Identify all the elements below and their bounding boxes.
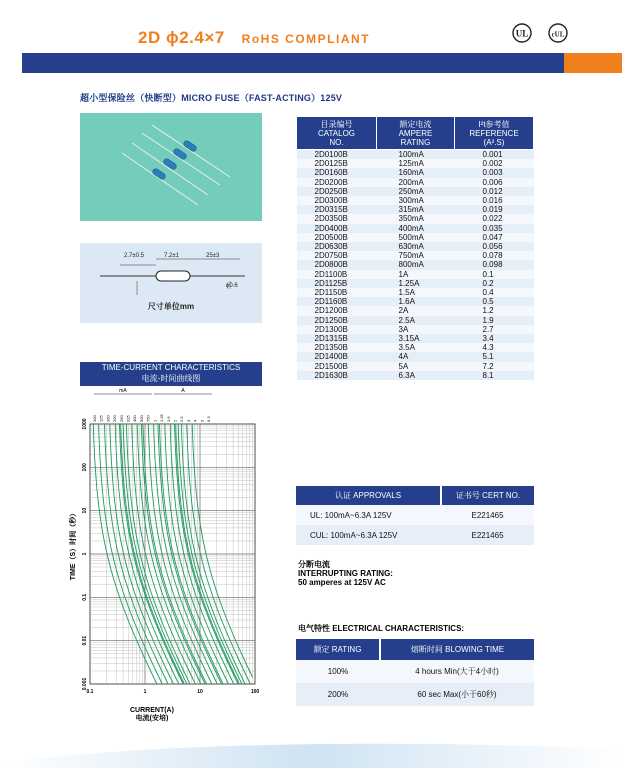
chart-x-tick-label: 100 bbox=[250, 689, 260, 695]
chart-x-tick-label: 0.1 bbox=[86, 689, 94, 695]
chart-rating-label: 750 bbox=[145, 415, 151, 422]
i2t-reference: 0.035 bbox=[455, 224, 534, 233]
chart-rating-label: 100 bbox=[92, 415, 97, 422]
i2t-reference: 2.7 bbox=[455, 325, 534, 334]
catalog-number: 2D1300B bbox=[297, 325, 377, 334]
fuse-photo-illustration bbox=[80, 113, 262, 221]
i2t-reference: 0.001 bbox=[455, 150, 534, 160]
catalog-row bbox=[297, 242, 534, 251]
interrupting-rating-en: INTERRUPTING RATING: bbox=[298, 569, 393, 578]
catalog-row bbox=[297, 270, 534, 279]
cert-number: E221465 bbox=[441, 505, 534, 525]
chart-a-label: A bbox=[181, 388, 185, 394]
chart-title bbox=[80, 362, 262, 386]
chart-x-tick-label: 1 bbox=[143, 689, 147, 695]
i2t-reference: 3.4 bbox=[455, 334, 534, 343]
dim-lead-length: 25±3 bbox=[206, 253, 220, 259]
chart-y-tick-label: 1 bbox=[82, 552, 88, 556]
reference-col-header: I²t参考值 REFERENCE (A².S) bbox=[455, 117, 534, 150]
ampere-rating: 3.15A bbox=[377, 334, 455, 343]
dimension-unit-caption: 尺寸单位mm bbox=[147, 302, 195, 311]
catalog-number: 2D1200B bbox=[297, 306, 377, 315]
certification-logos bbox=[508, 18, 578, 48]
chart-rating-label: 125 bbox=[98, 415, 104, 422]
i2t-reference: 0.006 bbox=[455, 178, 534, 187]
approval-scope: CUL: 100mA~6.3A 125V bbox=[296, 525, 441, 545]
catalog-number: 2D0250B bbox=[297, 187, 377, 196]
ampere-rating: 100mA bbox=[377, 150, 455, 160]
catalog-row bbox=[297, 316, 534, 325]
catalog-number: 2D0125B bbox=[297, 159, 377, 168]
chart-rating-label: 250 bbox=[118, 415, 124, 422]
ul-logo-icon: UL bbox=[515, 28, 529, 39]
chart-rating-label: 2.5 bbox=[179, 416, 185, 422]
ampere-rating: 400mA bbox=[377, 224, 455, 233]
dim-diameter-body: 2.7±0.5 bbox=[124, 253, 144, 259]
catalog-number: 2D0200B bbox=[297, 178, 377, 187]
catalog-row bbox=[297, 159, 534, 168]
chart-ma-label: mA bbox=[119, 388, 127, 394]
catalog-number: 2D0400B bbox=[297, 224, 377, 233]
catalog-number: 2D0750B bbox=[297, 251, 377, 260]
dim-body-length: 7.2±1 bbox=[164, 253, 179, 259]
chart-rating-label: 200 bbox=[112, 415, 118, 422]
ampere-rating: 2.5A bbox=[377, 316, 455, 325]
catalog-row bbox=[297, 260, 534, 269]
blowing-time-value: 4 hours Min(大于4小时) bbox=[380, 660, 534, 683]
electrical-characteristics-title: 电气特性 ELECTRICAL CHARACTERISTICS: bbox=[298, 624, 465, 633]
rating-col-header: 额定 RATING bbox=[296, 639, 380, 660]
electrical-row bbox=[296, 683, 534, 706]
electrical-table bbox=[296, 639, 534, 706]
interrupting-rating-cn: 分断电流 bbox=[298, 560, 330, 569]
interrupting-rating-value: 50 amperes at 125V AC bbox=[298, 578, 386, 587]
catalog-row bbox=[297, 214, 534, 223]
catalog-row bbox=[297, 343, 534, 352]
ampere-rating: 750mA bbox=[377, 251, 455, 260]
catalog-row bbox=[297, 334, 534, 343]
catalog-number: 2D0315B bbox=[297, 205, 377, 214]
chart-rating-label: 6.3 bbox=[206, 416, 211, 422]
i2t-reference: 0.012 bbox=[455, 187, 534, 196]
chart-rating-label: 500 bbox=[138, 415, 144, 422]
catalog-number: 2D0100B bbox=[297, 150, 377, 160]
dimension-drawing bbox=[80, 243, 262, 323]
approval-scope: UL: 100mA~6.3A 125V bbox=[296, 505, 441, 525]
catalog-row bbox=[297, 306, 534, 315]
catalog-col-header: 目录编号 CATALOG NO. bbox=[297, 117, 377, 150]
catalog-number: 2D1150B bbox=[297, 288, 377, 297]
interrupting-rating bbox=[298, 560, 393, 587]
rating-value: 100% bbox=[296, 660, 380, 683]
i2t-reference: 0.1 bbox=[455, 270, 534, 279]
catalog-row bbox=[297, 279, 534, 288]
chart-y-tick-label: 0.1 bbox=[82, 593, 88, 601]
catalog-row bbox=[297, 288, 534, 297]
chart-rating-label: 1 bbox=[152, 419, 158, 422]
i2t-reference: 0.002 bbox=[455, 159, 534, 168]
product-subtitle: 超小型保险丝（快断型）MICRO FUSE（FAST-ACTING）125V bbox=[80, 93, 343, 103]
chart-title-cn: 电流-时间曲线图 bbox=[141, 374, 201, 383]
catalog-row bbox=[297, 352, 534, 361]
catalog-row bbox=[297, 371, 534, 380]
dim-lead-diameter: ϕ0.6 bbox=[226, 283, 238, 289]
catalog-row bbox=[297, 325, 534, 334]
catalog-number: 2D0630B bbox=[297, 242, 377, 251]
approvals-header-row bbox=[296, 486, 534, 505]
catalog-table-body bbox=[297, 150, 534, 381]
ampere-rating: 1A bbox=[377, 270, 455, 279]
catalog-row bbox=[297, 224, 534, 233]
catalog-number: 2D0300B bbox=[297, 196, 377, 205]
catalog-number: 2D0350B bbox=[297, 214, 377, 223]
ampere-rating: 1.6A bbox=[377, 297, 455, 306]
bottom-decoration bbox=[0, 735, 622, 768]
catalog-row bbox=[297, 251, 534, 260]
chart-rating-label: 315 bbox=[125, 415, 131, 422]
catalog-number: 2D1500B bbox=[297, 362, 377, 371]
catalog-number: 2D1315B bbox=[297, 334, 377, 343]
cert-number: E221465 bbox=[441, 525, 534, 545]
ampere-rating: 250mA bbox=[377, 187, 455, 196]
chart-title-en: TIME-CURRENT CHARACTERISTICS bbox=[101, 363, 241, 372]
i2t-reference: 0.098 bbox=[455, 260, 534, 269]
chart-rating-label: 160 bbox=[105, 415, 111, 422]
i2t-reference: 0.047 bbox=[455, 233, 534, 242]
cul-logo-icon: cUL bbox=[551, 30, 565, 39]
ampere-rating: 2A bbox=[377, 306, 455, 315]
chart-rating-label: 2 bbox=[172, 419, 178, 422]
i2t-reference: 7.2 bbox=[455, 362, 534, 371]
approvals-table bbox=[296, 486, 534, 545]
catalog-row bbox=[297, 196, 534, 205]
chart-rating-label: 5 bbox=[199, 419, 205, 422]
i2t-reference: 0.022 bbox=[455, 214, 534, 223]
chart-rating-label: 1.25 bbox=[159, 414, 165, 422]
chart-y-tick-label: 0.01 bbox=[82, 635, 88, 646]
catalog-header-row bbox=[297, 117, 534, 150]
chart-y-axis-label: TIME（S）时间（秒） bbox=[70, 509, 78, 581]
i2t-reference: 1.2 bbox=[455, 306, 534, 315]
ampere-rating: 300mA bbox=[377, 196, 455, 205]
ampere-col-header: 额定电流 AMPERE RATING bbox=[377, 117, 455, 150]
catalog-number: 2D0500B bbox=[297, 233, 377, 242]
catalog-row bbox=[297, 150, 534, 160]
catalog-number: 2D1100B bbox=[297, 270, 377, 279]
chart-y-tick-label: 10 bbox=[82, 507, 88, 514]
catalog-number: 2D1350B bbox=[297, 343, 377, 352]
chart-y-tick-label: 1000 bbox=[82, 418, 88, 430]
product-photo bbox=[80, 113, 262, 221]
catalog-row bbox=[297, 178, 534, 187]
catalog-number: 2D1630B bbox=[297, 371, 377, 380]
i2t-reference: 4.3 bbox=[455, 343, 534, 352]
catalog-row bbox=[297, 297, 534, 306]
ampere-rating: 6.3A bbox=[377, 371, 455, 380]
i2t-reference: 0.003 bbox=[455, 168, 534, 177]
time-current-chart bbox=[60, 386, 270, 701]
ampere-rating: 1.5A bbox=[377, 288, 455, 297]
ampere-rating: 350mA bbox=[377, 214, 455, 223]
ampere-rating: 160mA bbox=[377, 168, 455, 177]
electrical-header-row bbox=[296, 639, 534, 660]
blowing-time-value: 60 sec Max(小于60秒) bbox=[380, 683, 534, 706]
catalog-number: 2D0160B bbox=[297, 168, 377, 177]
chart-rating-label: 3 bbox=[185, 419, 191, 422]
chart-rating-label: 400 bbox=[132, 415, 138, 422]
catalog-row bbox=[297, 187, 534, 196]
catalog-number: 2D1160B bbox=[297, 297, 377, 306]
chart-x-axis-label: CURRENT(A) 电流(安培) bbox=[130, 707, 174, 722]
header-accent bbox=[564, 53, 622, 73]
rating-value: 200% bbox=[296, 683, 380, 706]
ampere-rating: 500mA bbox=[377, 233, 455, 242]
chart-x-tick-label: 10 bbox=[197, 689, 203, 695]
approvals-col-header: 认证 APPROVALS bbox=[296, 486, 441, 505]
ampere-rating: 800mA bbox=[377, 260, 455, 269]
product-title: 2D ϕ2.4×7 bbox=[138, 28, 225, 47]
catalog-number: 2D1250B bbox=[297, 316, 377, 325]
page-title bbox=[138, 28, 370, 48]
fuse-dimension-diagram bbox=[80, 243, 262, 303]
ampere-rating: 315mA bbox=[377, 205, 455, 214]
cert-no-col-header: 证书号 CERT NO. bbox=[441, 486, 534, 505]
i2t-reference: 0.056 bbox=[455, 242, 534, 251]
chart-y-tick-label: 0.001 bbox=[82, 677, 88, 691]
i2t-reference: 8.1 bbox=[455, 371, 534, 380]
i2t-reference: 0.019 bbox=[455, 205, 534, 214]
catalog-number: 2D0800B bbox=[297, 260, 377, 269]
chart-rating-label: 4 bbox=[192, 419, 198, 422]
chart-rating-label: 1.6 bbox=[165, 416, 171, 422]
catalog-row bbox=[297, 362, 534, 371]
electrical-row bbox=[296, 660, 534, 683]
i2t-reference: 0.078 bbox=[455, 251, 534, 260]
catalog-row bbox=[297, 233, 534, 242]
blowing-time-col-header: 熔断时间 BLOWING TIME bbox=[380, 639, 534, 660]
ampere-rating: 1.25A bbox=[377, 279, 455, 288]
chart-y-tick-label: 100 bbox=[82, 463, 88, 472]
catalog-table bbox=[296, 116, 534, 380]
approval-row-ul bbox=[296, 505, 534, 525]
approval-row-cul bbox=[296, 525, 534, 545]
ampere-rating: 630mA bbox=[377, 242, 455, 251]
ampere-rating: 5A bbox=[377, 362, 455, 371]
i2t-reference: 1.9 bbox=[455, 316, 534, 325]
header-bar bbox=[22, 53, 564, 73]
i2t-reference: 0.016 bbox=[455, 196, 534, 205]
ampere-rating: 3.5A bbox=[377, 343, 455, 352]
catalog-row bbox=[297, 205, 534, 214]
ampere-rating: 4A bbox=[377, 352, 455, 361]
ampere-rating: 3A bbox=[377, 325, 455, 334]
rohs-label: RoHS COMPLIANT bbox=[241, 32, 370, 46]
i2t-reference: 0.5 bbox=[455, 297, 534, 306]
catalog-number: 2D1125B bbox=[297, 279, 377, 288]
catalog-row bbox=[297, 168, 534, 177]
i2t-reference: 5.1 bbox=[455, 352, 534, 361]
ampere-rating: 200mA bbox=[377, 178, 455, 187]
catalog-number: 2D1400B bbox=[297, 352, 377, 361]
ampere-rating: 125mA bbox=[377, 159, 455, 168]
i2t-reference: 0.2 bbox=[455, 279, 534, 288]
i2t-reference: 0.4 bbox=[455, 288, 534, 297]
